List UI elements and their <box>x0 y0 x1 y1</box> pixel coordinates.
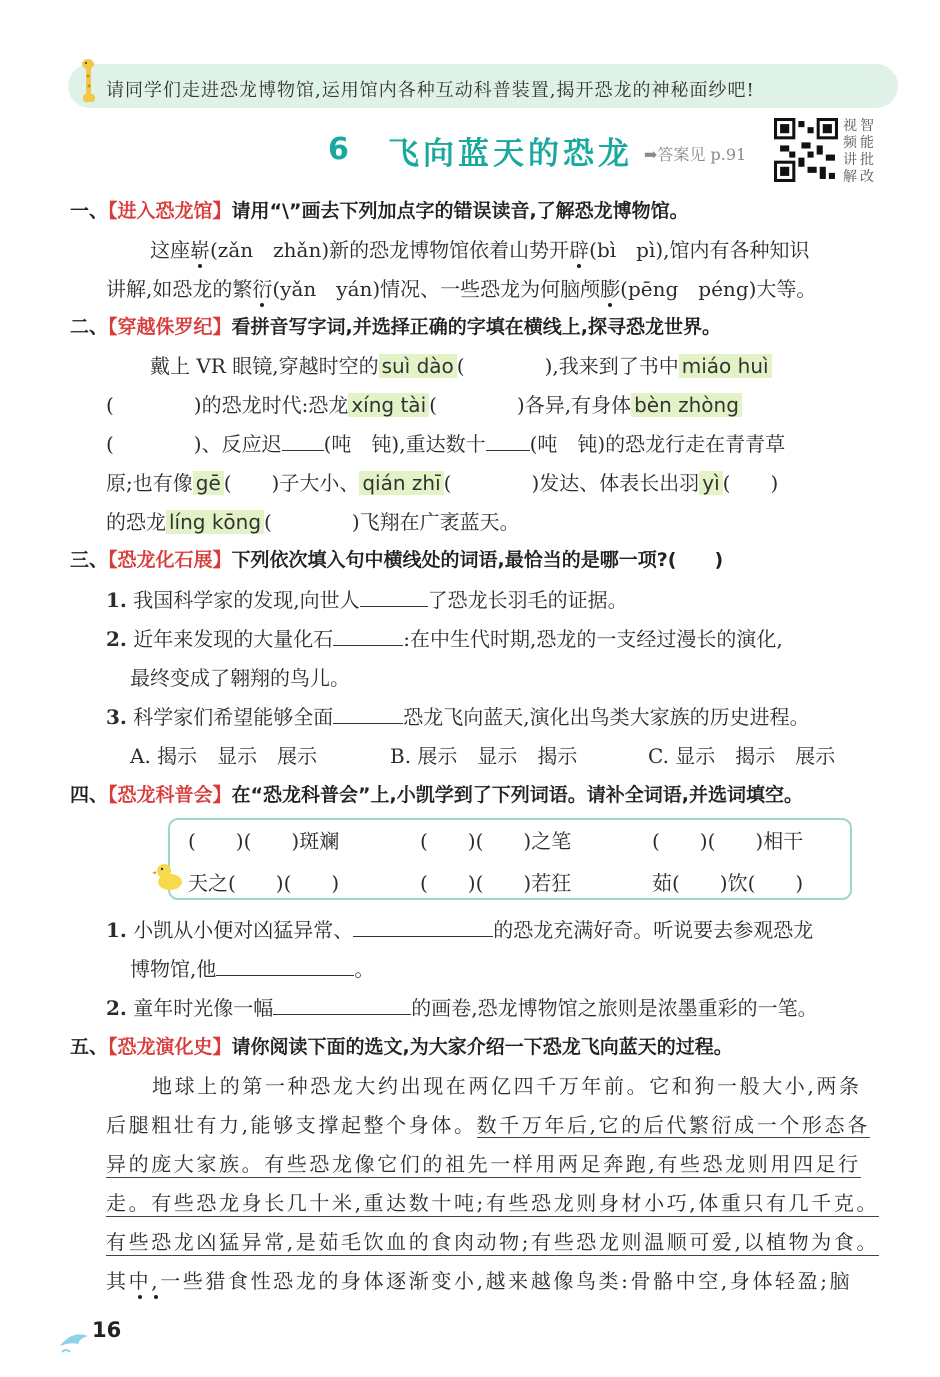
text: 讲解,如恐龙的繁 <box>106 277 253 301</box>
question-instruction: 看拼音写字词,并选择正确的字填在横线上,探寻恐龙世界。 <box>231 316 721 338</box>
text: (bì pì),馆内有各种知识 <box>589 238 810 262</box>
answer-blank[interactable]: ( )飞翔在广袤蓝天。 <box>264 510 520 534</box>
text: :在中生代时期,恐龙的一支经过漫长的演化, <box>403 627 783 651</box>
q2-line-3 <box>106 428 785 457</box>
answer-blank[interactable]: ( )各异,有身体 <box>429 393 632 417</box>
text: 童年时光像一幅 <box>133 996 274 1020</box>
question-4-heading <box>70 780 803 807</box>
option-a[interactable]: A. 揭示 显示 展示 <box>130 744 318 768</box>
question-number: 四、 <box>70 784 109 806</box>
passage-line-3: 异的庞大家族。有些恐龙像它们的祖先一样用两足奔跑,有些恐龙则用四足行 <box>106 1148 861 1178</box>
text: 恐龙飞向蓝天,演化出鸟类大家族的历史进程。 <box>403 705 810 729</box>
answer-line[interactable] <box>273 994 411 1015</box>
question-tag: 【穿越侏罗纪】 <box>108 316 232 338</box>
passage-line-4: 走。有些恐龙身长几十米,重达数十吨;有些恐龙则身材小巧,体重只有几千克。 <box>106 1187 879 1217</box>
text: 一些猎食性恐龙的身体逐渐变小,越来越像鸟类:骨骼中空,身体轻盈;脑 <box>160 1269 853 1293</box>
item-number: 2. <box>106 996 127 1020</box>
question-1-heading <box>70 196 689 223</box>
pinyin: qián zhī <box>359 471 443 495</box>
answer-blank[interactable]: ( ),我来到了书中 <box>456 354 679 378</box>
dotted-char[interactable]: 膨 <box>600 277 621 301</box>
idiom-3[interactable]: ( )( )相干 <box>652 829 804 853</box>
answer-line[interactable] <box>360 586 428 607</box>
q1-line-2 <box>106 273 816 302</box>
passage-line-5: 有些恐龙凶猛异常,是茹毛饮血的食肉动物;有些恐龙则温顺可爱,以植物为食。 <box>106 1226 879 1256</box>
idiom-1[interactable]: ( )( )斑斓 <box>188 829 340 853</box>
pinyin: gē <box>193 471 224 495</box>
pinyin: bèn zhòng <box>631 393 742 417</box>
passage-line-6 <box>106 1265 852 1294</box>
banner-text: 请同学们走进恐龙博物馆,运用馆内各种互动科普装置,揭开恐龙的神秘面纱吧! <box>106 80 755 101</box>
text: 小凯从小便对凶猛异常、 <box>133 918 354 942</box>
text: 我国科学家的发现,向世人 <box>133 588 360 612</box>
answer-blank[interactable]: ( )发达、体表长出羽 <box>443 471 700 495</box>
text: 后腿粗壮有力,能够支撑起整个身体。 <box>106 1113 477 1137</box>
question-3-heading <box>70 545 723 572</box>
text: (yǎn yán)情况、一些恐龙为何脑颅 <box>272 277 601 301</box>
choice-text: (吨 钝),重达数十 <box>323 432 486 456</box>
text: 这座 <box>150 238 190 262</box>
question-tag: 【恐龙化石展】 <box>108 549 232 571</box>
q3-sentence-3 <box>106 701 810 730</box>
q3-sentence-1 <box>106 584 628 613</box>
text: (zǎn zhǎn)新的恐龙博物馆依着山势开 <box>210 238 570 262</box>
question-tag: 【进入恐龙馆】 <box>108 200 232 222</box>
question-tag: 【恐龙演化史】 <box>108 1036 232 1058</box>
answer-line[interactable] <box>282 430 324 451</box>
q4-sentence-1 <box>106 914 813 943</box>
text: 戴上 VR 眼镜,穿越时空的 <box>150 354 379 378</box>
question-number: 五、 <box>70 1036 109 1058</box>
text: 其 <box>106 1269 129 1293</box>
question-2-heading <box>70 312 721 339</box>
text: 近年来发现的大量化石 <box>133 627 334 651</box>
answer-blank[interactable]: ( ) <box>722 471 779 495</box>
question-tag: 【恐龙科普会】 <box>108 784 232 806</box>
q4-sentence-2 <box>106 992 818 1021</box>
text: 博物馆,他 <box>130 957 217 981</box>
answer-blank[interactable]: ( )子大小、 <box>223 471 360 495</box>
q3-sentence-2-cont: 最终变成了翱翔的鸟儿。 <box>130 666 350 690</box>
passage-line-2 <box>106 1109 870 1138</box>
text: (pēng péng)大等。 <box>620 277 817 301</box>
lesson-title: 飞向蓝天的恐龙 <box>388 136 633 172</box>
dotted-char[interactable]: 衍 <box>252 277 273 301</box>
question-instruction: 在“恐龙科普会”上,小凯学到了下列词语。请补全词语,并选词填空。 <box>231 784 803 806</box>
question-instruction: 下列依次填入句中横线处的词语,最恰当的是哪一项?( ) <box>231 549 724 571</box>
answer-line[interactable] <box>216 955 354 976</box>
text: 了恐龙长羽毛的证据。 <box>427 588 628 612</box>
text: 的恐龙 <box>106 510 166 534</box>
idiom-5[interactable]: ( )( )若狂 <box>420 871 572 895</box>
dotted-char: , <box>151 1269 161 1293</box>
idiom-4[interactable]: 天之( )( ) <box>188 871 340 895</box>
qr-label-video: 视频讲解 <box>843 118 857 185</box>
q2-line-2 <box>106 389 742 418</box>
underlined-text: 数千万年后,它的后代繁衍成一个形态各 <box>476 1113 870 1137</box>
dotted-char[interactable]: 崭 <box>190 238 210 262</box>
answer-line[interactable] <box>333 625 403 646</box>
text: 科学家们希望能够全面 <box>133 705 334 729</box>
qr-label-grading: 智能批改 <box>860 118 874 185</box>
answer-reference: ➡答案见 p.91 <box>644 145 747 164</box>
q1-line-1 <box>150 234 810 263</box>
q2-line-5 <box>106 506 520 535</box>
duck-icon <box>152 858 186 892</box>
answer-blank[interactable]: ( )的恐龙时代:恐龙 <box>106 393 349 417</box>
question-number: 一、 <box>70 200 109 222</box>
lesson-number: 6 <box>328 132 349 167</box>
question-instruction: 请你阅读下面的选文,为大家介绍一下恐龙飞向蓝天的过程。 <box>231 1036 733 1058</box>
question-number: 三、 <box>70 549 109 571</box>
text: 的恐龙充满好奇。听说要去参观恐龙 <box>493 918 814 942</box>
dotted-char: 中 <box>128 1269 152 1293</box>
choice-text: (吨 钝)的恐龙行走在青青草 <box>529 432 786 456</box>
text: 原;也有像 <box>106 471 193 495</box>
answer-line[interactable] <box>486 430 530 451</box>
dotted-char[interactable]: 辟 <box>569 238 590 262</box>
pinyin: suì dào <box>379 354 457 378</box>
question-number: 二、 <box>70 316 109 338</box>
item-number: 1. <box>106 918 127 942</box>
question-5-heading <box>70 1032 733 1059</box>
idiom-2[interactable]: ( )( )之笔 <box>420 829 572 853</box>
q2-line-1 <box>150 350 772 379</box>
pinyin: yì <box>699 471 722 495</box>
question-instruction: 请用“\”画去下列加点字的错误读音,了解恐龙博物馆。 <box>231 200 689 222</box>
passage-line-1: 地球上的第一种恐龙大约出现在两亿四千万年前。它和狗一般大小,两条 <box>152 1074 862 1098</box>
item-number: 3. <box>106 705 127 729</box>
q3-sentence-2 <box>106 623 783 652</box>
dolphin-icon <box>58 1322 92 1356</box>
idiom-6[interactable]: 茹( )饮( ) <box>652 871 804 895</box>
answer-line[interactable] <box>333 703 403 724</box>
item-number: 2. <box>106 627 127 651</box>
q2-line-4 <box>106 467 778 496</box>
answer-blank[interactable]: ( )、反应迟 <box>106 432 282 456</box>
option-b[interactable]: B. 展示 显示 揭示 <box>390 744 578 768</box>
qr-code-icon[interactable] <box>774 118 838 182</box>
pinyin: miáo huì <box>679 354 772 378</box>
item-number: 1. <box>106 588 127 612</box>
page-number: 16 <box>92 1318 122 1342</box>
text: 的画卷,恐龙博物馆之旅则是浓墨重彩的一笔。 <box>411 996 818 1020</box>
pinyin: líng kōng <box>166 510 264 534</box>
answer-line[interactable] <box>353 916 493 937</box>
q4-sentence-1-cont <box>130 953 374 982</box>
option-c[interactable]: C. 显示 揭示 展示 <box>648 744 836 768</box>
pinyin: xíng tài <box>348 393 429 417</box>
giraffe-icon <box>74 56 104 106</box>
text: 。 <box>354 957 375 981</box>
